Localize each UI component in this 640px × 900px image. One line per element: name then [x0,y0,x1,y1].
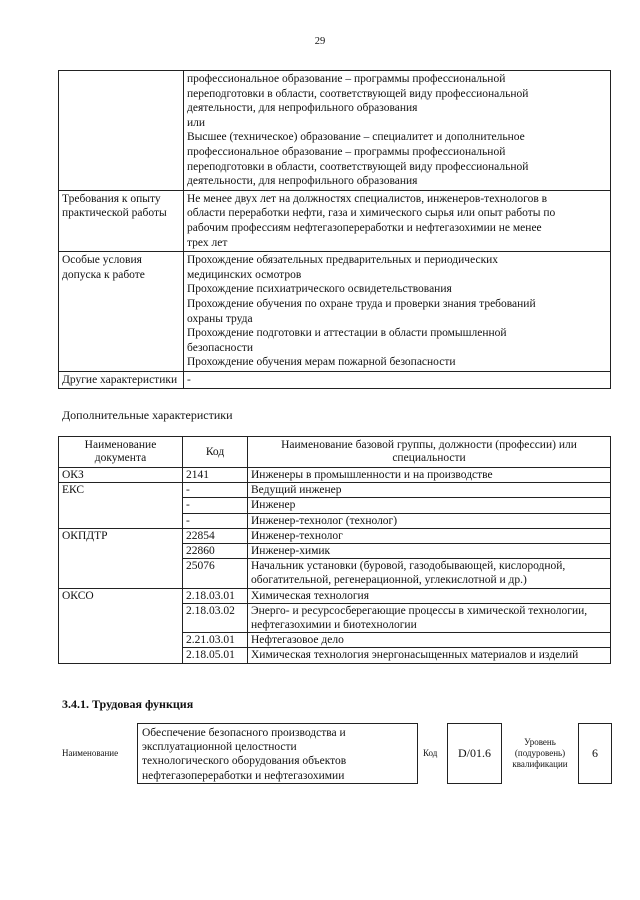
requirements-row [59,371,611,389]
table-row [59,483,611,498]
requirement-line: - [187,373,191,386]
qualification-level-label [505,737,575,770]
code-cell: 2.21.03.01 [183,633,248,648]
labor-function-name-line: эксплуатационной целостности [142,741,297,754]
labor-function-name-line: нефтегазопереработки и нефтегазохимии [142,769,345,782]
code-cell: 22854 [183,528,248,543]
requirement-line: области переработки нефти, газа и химического сырья или опыт работы по [187,207,556,220]
requirement-label: Особые условия допуска к работе [59,252,184,372]
page-number: 29 [314,36,326,47]
document-cell: ОКЗ [59,468,183,483]
code-cell: 25076 [183,559,248,588]
requirement-line: рабочим профессиям нефтегазопереработки и нефтегазохимии не менее [187,221,542,234]
labor-function-name-line: технологического оборудования объектов [142,755,347,768]
requirement-value [184,252,611,372]
code-cell: 2141 [183,468,248,483]
requirement-line: трех лет [187,236,228,249]
requirements-row [59,252,611,372]
labor-function-code-value: D/01.6 [458,746,491,760]
additional-characteristics-table [58,436,611,664]
requirement-line: Прохождение обучения по охране труда и проверки знания требований [187,297,536,310]
name-cell: Энерго- и ресурсосберегающие процессы в химической технологии, нефтегазохимии и биотехнологии [248,603,611,632]
header-code: Код [183,437,248,468]
name-cell: Химическая технология [248,588,611,603]
labor-function-code-box [447,723,502,784]
document-cell: ОКСО [59,588,183,663]
code-cell: - [183,513,248,528]
requirement-line: Прохождение психиатрического освидетельствования [187,283,452,296]
requirement-label [59,71,184,191]
code-cell: 2.18.03.01 [183,588,248,603]
name-cell: Нефтегазовое дело [248,633,611,648]
requirement-line: Высшее (техническое) образование – специалитет и дополнительное [187,131,525,144]
requirements-table [58,70,611,389]
requirement-line: профессиональное образование – программы профессиональной [187,73,506,85]
name-cell: Инженеры в промышленности и на производстве [248,468,611,483]
labor-function-heading: 3.4.1. Трудовая функция [62,697,194,711]
requirement-line: переподготовки в области, соответствующей виду профессиональной [187,160,529,173]
table-row [59,468,611,483]
requirement-line: профессиональное образование – программы профессиональной [187,145,506,158]
qualification-level-box [578,723,612,784]
requirement-label: Требования к опыту практической работы [59,190,184,251]
name-cell: Инженер-технолог [248,528,611,543]
requirement-line: безопасности [187,341,254,354]
code-cell: 22860 [183,544,248,559]
document-cell: ЕКС [59,483,183,529]
requirement-value [184,371,611,389]
requirements-row [59,71,611,191]
document-cell: ОКПДТР [59,528,183,588]
name-cell: Начальник установки (буровой, газодобывающей, кислородной, обогатительной, регенерационной, углекислотной и др.) [248,559,611,588]
header-name: Наименование базовой группы, должности (профессии) или специальности [248,437,611,468]
code-cell: 2.18.03.02 [183,603,248,632]
code-cell: - [183,483,248,498]
requirement-line: медицинских осмотров [187,268,302,281]
requirement-line: деятельности, для непрофильного образования [187,102,418,115]
name-cell: Ведущий инженер [248,483,611,498]
qualification-level-label-line: (подуровень) [514,748,566,758]
header-document: Наименование документа [59,437,183,468]
requirement-line: охраны труда [187,312,253,325]
qualification-level-value: 6 [592,746,598,760]
requirement-line: Прохождение обучения мерам пожарной безопасности [187,356,456,369]
qualification-level-label-line: квалификации [512,759,568,769]
requirement-line: или [187,116,206,129]
table-header-row [59,437,611,468]
name-cell: Инженер-химик [248,544,611,559]
code-cell: 2.18.05.01 [183,648,248,663]
requirement-line: переподготовки в области, соответствующей виду профессиональной [187,87,529,100]
requirement-line: Прохождение подготовки и аттестации в области промышленной [187,327,507,340]
table-row [59,588,611,603]
labor-function-name-line: Обеспечение безопасного производства и [142,727,346,739]
qualification-level-label-line: Уровень [524,737,556,747]
requirement-value [184,190,611,251]
code-label: Код [423,748,438,758]
table-row [59,528,611,543]
requirement-line: деятельности, для непрофильного образования [187,175,418,188]
name-cell: Инженер [248,498,611,513]
name-cell: Инженер-технолог (технолог) [248,513,611,528]
requirement-value [184,71,611,191]
requirement-label: Другие характеристики [59,371,184,389]
requirement-line: Прохождение обязательных предварительных и периодических [187,254,499,267]
additional-characteristics-caption: Дополнительные характеристики [62,408,233,422]
requirements-row [59,190,611,251]
labor-function-name-box [137,723,418,784]
name-label: Наименование [62,748,119,758]
requirement-line: Не менее двух лет на должностях специалистов, инженеров-технологов в [187,192,548,205]
name-cell: Химическая технология энергонасыщенных материалов и изделий [248,648,611,663]
code-cell: - [183,498,248,513]
